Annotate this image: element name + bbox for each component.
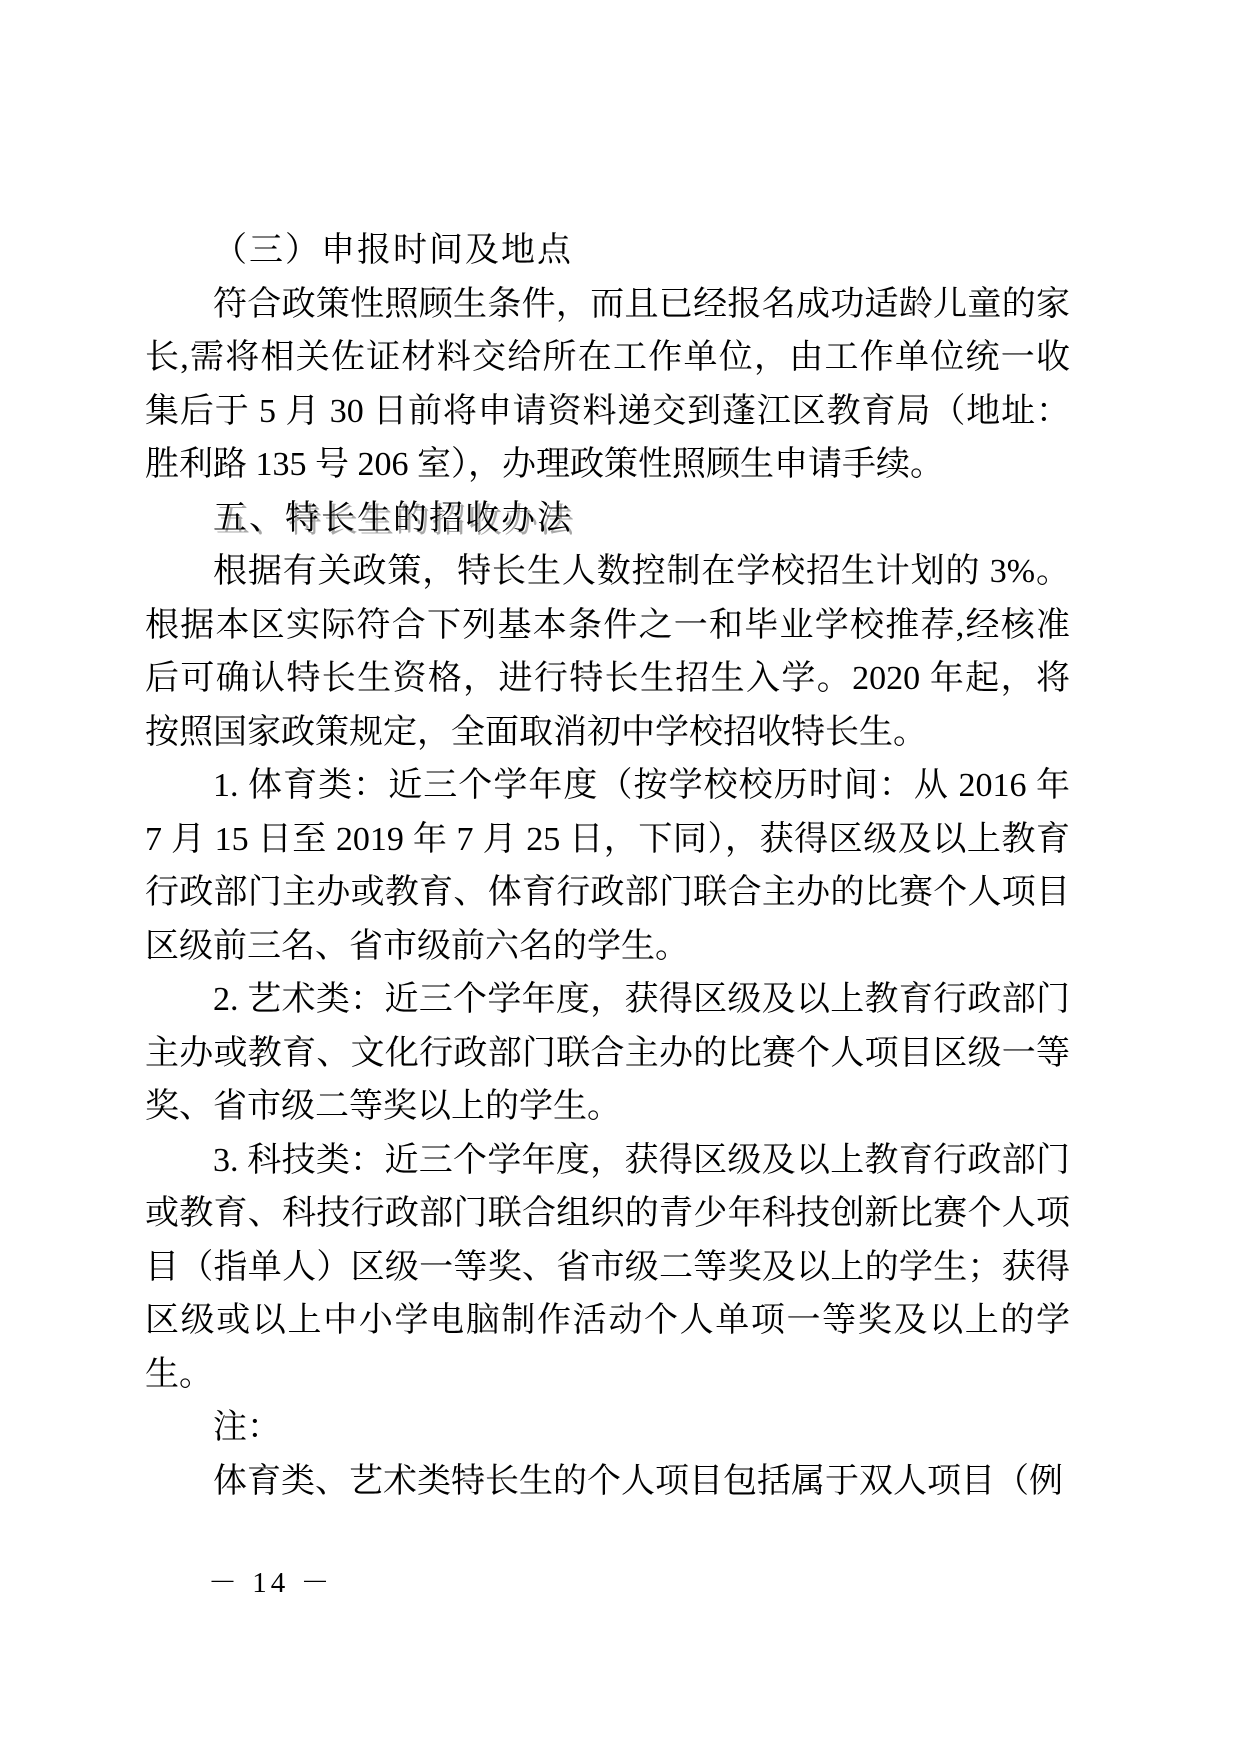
paragraph-item-science: 3. 科技类：近三个学年度，获得区级及以上教育行政部门或教育、科技行政部门联合组织的青少年科技创新比赛个人项目（指单人）区级一等奖、省市级二等奖及以上的学生；获得区级或以上中小学电脑制作活动个人单项一等奖及以上的学生。 (145, 1141, 1070, 1393)
page-number: － 14 － (208, 1567, 334, 1599)
paragraph-note-continuation: 体育类、艺术类特长生的个人项目包括属于双人项目（例 (213, 1462, 1063, 1500)
document-content (145, 224, 1070, 1508)
section-heading-techangsheng: 五、特长生的招收办法 (213, 498, 573, 537)
paragraph-item-arts: 2. 艺术类：近三个学年度，获得区级及以上教育行政部门主办或教育、文化行政部门联合主办的比赛个人项目区级一等奖、省市级二等奖以上的学生。 (145, 981, 1070, 1125)
paragraph-note-label: 注： (213, 1409, 281, 1446)
paragraph-techangsheng-policy: 根据有关政策，特长生人数控制在学校招生计划的 3%。根据本区实际符合下列基本条件之一和毕业学校推荐,经核准后可确认特长生资格，进行特长生招生入学。2020 年起，将按照国家政策规定，全面取消初中学校招收特长生。 (145, 553, 1070, 751)
paragraph-item-sports: 1. 体育类：近三个学年度（按学校校历时间：从 2016 年 7 月 15 日至 2019 年 7 月 25 日，下同），获得区级及以上教育行政部门主办或教育、体育行政部门联合主办的比赛个人项目区级前三名、省市级前六名的学生。 (145, 767, 1070, 965)
paragraph-policy-care-application: 符合政策性照顾生条件，而且已经报名成功适龄儿童的家长,需将相关佐证材料交给所在工作单位，由工作单位统一收集后于 5 月 30 日前将申请资料递交到蓬江区教育局（地址：胜利路 135 号 206 室），办理政策性照顾生申请手续。 (145, 285, 1070, 483)
section-heading-shenbao-shijian: （三）申报时间及地点 (213, 232, 573, 269)
